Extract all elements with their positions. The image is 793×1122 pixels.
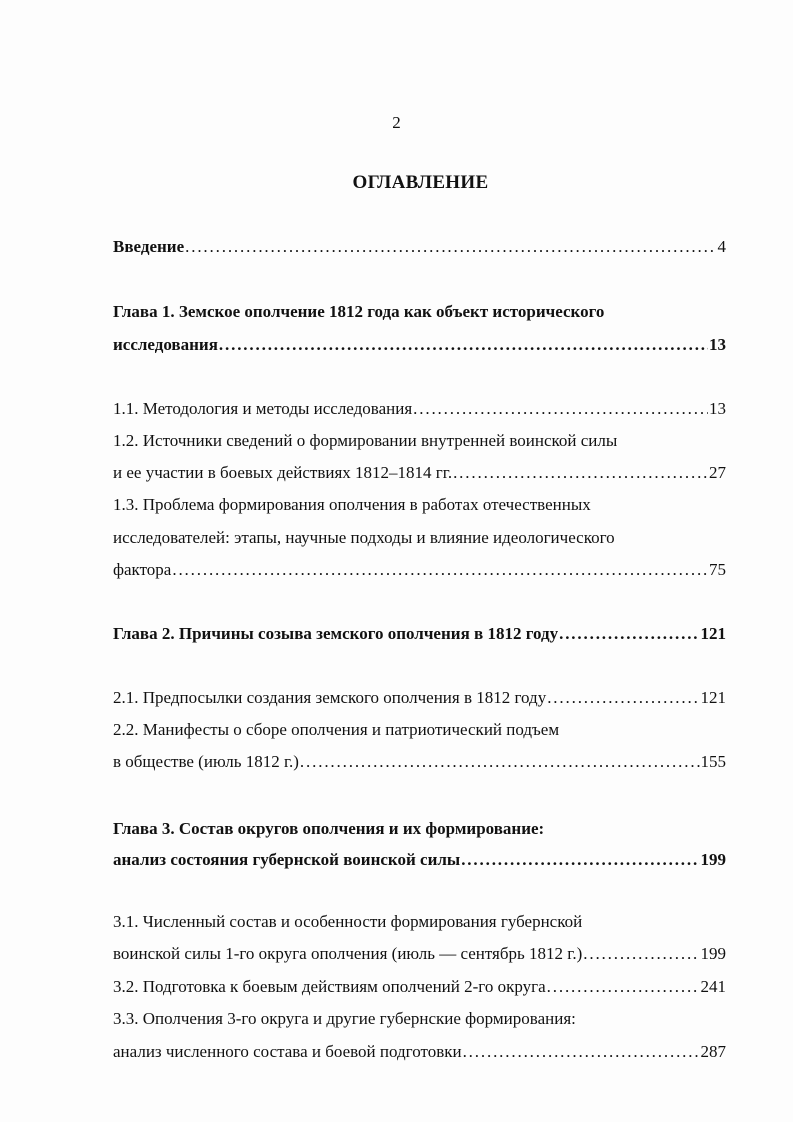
toc-entry-chapter-1 — [113, 334, 726, 356]
toc-entry-1-3-line-1: 1.3. Проблема формирования ополчения в работах отечественных — [113, 495, 591, 514]
toc-entry-3-1-line-1: 3.1. Численный состав и особенности формирования губернской — [113, 912, 583, 931]
toc-page-number: 4 — [717, 237, 726, 256]
toc-entry-title: Введение — [113, 237, 185, 256]
toc-entry-1-2 — [113, 462, 726, 484]
toc-page-number: 13 — [709, 335, 726, 354]
toc-entry-title: и ее участии в боевых действиях 1812–1814 гг. — [113, 463, 453, 482]
leader-dots — [172, 559, 708, 581]
toc-page-number: 13 — [709, 399, 726, 418]
toc-entry-title: анализ численного состава и боевой подготовки — [113, 1042, 462, 1061]
leader-dots — [463, 1041, 700, 1063]
toc-page-number: 199 — [700, 850, 726, 869]
toc-entry-2-2 — [113, 751, 726, 773]
leader-dots — [583, 943, 699, 965]
toc-entry-title: воинской силы 1-го округа ополчения (июль — сентябрь 1812 г.) — [113, 944, 583, 963]
toc-entry-title: 3.2. Подготовка к боевым действиям ополчений 2-го округа — [113, 977, 546, 996]
toc-entry-3-2 — [113, 976, 726, 998]
toc-entry-2-1 — [113, 687, 726, 709]
toc-entry-title: в обществе (июль 1812 г.) — [113, 752, 299, 771]
leader-dots — [453, 462, 708, 484]
toc-title: ОГЛАВЛЕНИЕ — [352, 172, 489, 193]
toc-page-number: 75 — [709, 560, 726, 579]
leader-dots — [547, 976, 700, 998]
toc-entry-1-3 — [113, 559, 726, 581]
leader-dots — [185, 236, 716, 258]
leader-dots — [559, 623, 699, 645]
page-number: 2 — [392, 113, 401, 132]
toc-entry-title: анализ состояния губернской воинской силы — [113, 850, 461, 869]
toc-page-number: 121 — [700, 688, 726, 707]
toc-entry-title: 2.1. Предпосылки создания земского ополчения в 1812 году — [113, 688, 547, 707]
toc-entry-1-2-line-1: 1.2. Источники сведений о формировании внутренней воинской силы — [113, 431, 618, 450]
toc-entry-1-1 — [113, 398, 726, 420]
toc-chapter-3-line-1: Глава 3. Состав округов ополчения и их формирование: — [113, 819, 545, 838]
toc-page-number: 199 — [700, 944, 726, 963]
leader-dots — [413, 398, 708, 420]
toc-entry-3-1 — [113, 943, 726, 965]
toc-entry-chapter-3 — [113, 849, 726, 871]
toc-entry-3-3 — [113, 1041, 726, 1063]
toc-page-number: 287 — [700, 1042, 726, 1061]
toc-entry-intro — [113, 236, 726, 258]
toc-entry-3-3-line-1: 3.3. Ополчения 3-го округа и другие губернские формирования: — [113, 1009, 576, 1028]
leader-dots — [547, 687, 699, 709]
toc-page-number: 121 — [700, 624, 726, 643]
toc-entry-title: фактора — [113, 560, 172, 579]
leader-dots — [300, 751, 700, 773]
leader-dots — [461, 849, 699, 871]
toc-entry-title: 1.1. Методология и методы исследования — [113, 399, 413, 418]
toc-entry-2-2-line-1: 2.2. Манифесты о сборе ополчения и патриотический подъем — [113, 720, 560, 739]
toc-entry-title: Глава 2. Причины созыва земского ополчения в 1812 году — [113, 624, 559, 643]
toc-entry-title: исследования — [113, 335, 218, 354]
toc-entry-1-3-line-2: исследователей: этапы, научные подходы и влияние идеологического — [113, 528, 615, 547]
leader-dots — [219, 334, 708, 356]
toc-entry-chapter-2 — [113, 623, 726, 645]
toc-page-number: 155 — [700, 752, 726, 771]
toc-chapter-1-line-1: Глава 1. Земское ополчение 1812 года как объект исторического — [113, 302, 605, 321]
toc-page-number: 27 — [709, 463, 726, 482]
toc-page-number: 241 — [700, 977, 726, 996]
